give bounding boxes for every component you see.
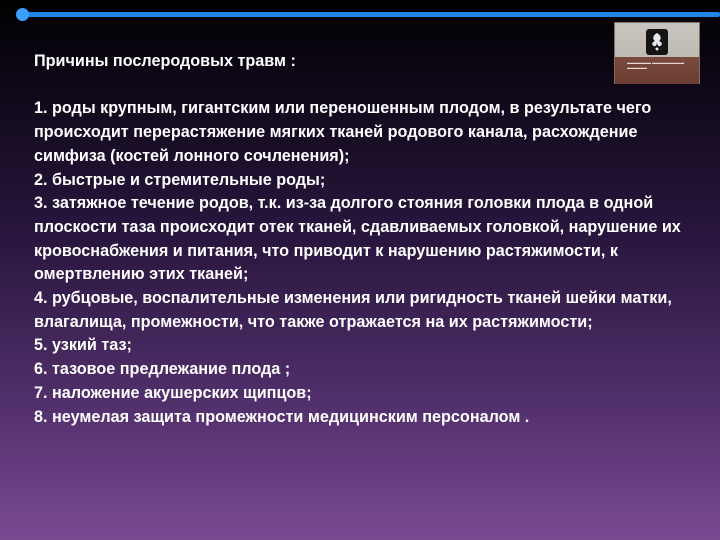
list-item-3: 3. затяжное течение родов, т.к. из-за долгого стояния головки плода в одной плоскости таза происходит отек тканей, сдавливаемых головкой, нарушение их кровоснабжения и питания, что приводит к нарушению растяжимости, к омертвлению этих тканей;: [34, 194, 681, 284]
slide-content: [34, 50, 694, 429]
list-item-4: 4. рубцовые, воспалительные изменения или ригидность тканей шейки матки, влагалища, промежности, что также отражается на их растяжимости;: [34, 289, 672, 331]
heading-spacer: [34, 74, 694, 98]
list-item-8: 8. неумелая защита промежности медицинским персоналом .: [34, 407, 530, 426]
list-item-2: 2. быстрые и стремительные роды;: [34, 170, 326, 189]
top-accent-dot: [16, 8, 29, 21]
list-item-7: 7. наложение акушерских щипцов;: [34, 383, 312, 402]
list-item-5: 5. узкий таз;: [34, 336, 132, 355]
top-accent-line: [22, 12, 720, 17]
logo-thumbnail-caption: ▬▬▬▬▬▬ ▬▬▬▬▬▬▬▬ ▬▬▬▬▬: [627, 60, 685, 70]
list-item-6: 6. тазовое предлежание плода ;: [34, 360, 291, 379]
slide-heading: Причины послеродовых травм :: [34, 52, 296, 70]
list-item-1: 1. роды крупным, гигантским или переношенным плодом, в результате чего происходит перерастяжение мягких тканей родового канала, расхождение симфиза (костей лонного сочленения);: [34, 99, 652, 165]
